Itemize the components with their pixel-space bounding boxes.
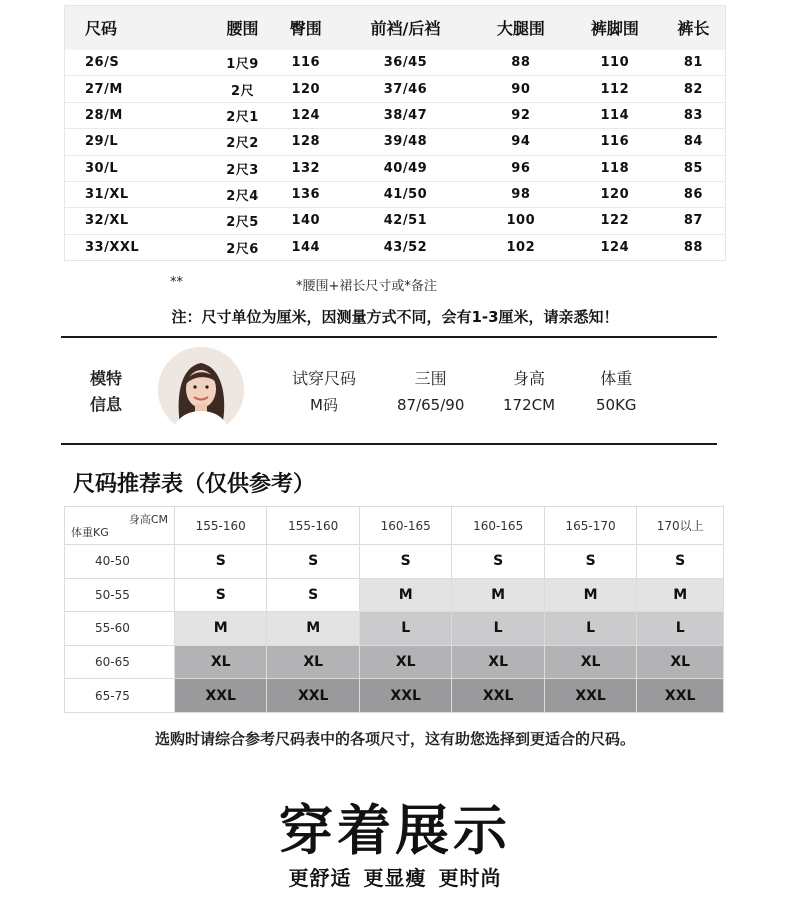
size-chart-cell: 86 [662, 181, 726, 207]
stat-value: 172CM [503, 396, 556, 414]
size-chart-cell: 42/51 [337, 208, 474, 234]
size-chart-cell: 114 [568, 102, 662, 128]
rec-corner-cell [65, 507, 175, 545]
rec-size-cell: XL [452, 645, 544, 679]
measurement-note: 注：尺寸单位为厘米，因测量方式不同，会有1-3厘米，请亲悉知！ [171, 308, 619, 326]
size-chart-cell: 118 [568, 155, 662, 181]
stat-value: M码 [310, 396, 338, 414]
size-chart-row [65, 129, 726, 155]
rec-row [65, 645, 724, 679]
rec-size-cell: M [544, 578, 636, 612]
size-chart-cell: 100 [474, 208, 568, 234]
size-chart-cell: 81 [662, 50, 726, 76]
rec-size-cell: XL [175, 645, 267, 679]
size-chart-cell: 37/46 [337, 76, 474, 102]
size-chart-cell: 38/47 [337, 102, 474, 128]
size-chart-cell: 110 [568, 50, 662, 76]
size-chart-cell: 2尺 [211, 76, 275, 102]
size-chart-cell: 92 [474, 102, 568, 128]
stat-value: 50KG [596, 396, 637, 414]
rec-size-cell: L [452, 612, 544, 646]
stat-label: 三围 [414, 369, 447, 388]
rec-header-row [65, 507, 724, 545]
size-chart-cell: 33/XXL [85, 239, 140, 255]
size-recommendation-table [64, 506, 724, 713]
model-avatar [158, 347, 244, 433]
size-chart-cell: 30/L [65, 155, 211, 181]
rec-size-cell: XL [544, 645, 636, 679]
size-chart-header: 尺码 [65, 6, 211, 50]
size-chart-cell: 2尺3 [211, 155, 275, 181]
showcase-subtitle: 更舒适 更显瘦 更时尚 [288, 866, 502, 890]
size-chart-cell: 31/XL [65, 181, 211, 207]
size-chart-header-row [65, 6, 726, 50]
size-chart-cell: 112 [568, 76, 662, 102]
size-chart-row [65, 102, 726, 128]
size-chart-cell: 132 [274, 155, 337, 181]
size-chart-cell: 84 [662, 129, 726, 155]
size-chart-cell: 27/M [65, 76, 211, 102]
rec-size-cell: L [359, 612, 451, 646]
rec-height-header: 165-170 [544, 507, 636, 545]
rec-size-cell: L [544, 612, 636, 646]
rec-size-cell: S [175, 545, 267, 579]
rec-size-cell: XL [267, 645, 359, 679]
size-chart-header: 臀围 [274, 6, 337, 50]
rec-height-header: 160-165 [452, 507, 544, 545]
rec-size-cell: S [267, 545, 359, 579]
size-chart-row [65, 208, 726, 234]
size-chart-cell: 144 [291, 239, 321, 255]
size-chart-cell: 32/XL [65, 208, 211, 234]
size-chart-cell: 36/45 [337, 50, 474, 76]
size-chart-header: 裤长 [662, 6, 726, 50]
rec-size-cell: S [267, 578, 359, 612]
rec-size-cell: XXL [359, 679, 451, 713]
size-chart-cell: 94 [474, 129, 568, 155]
model-stat-weight [596, 366, 637, 418]
rec-row [65, 545, 724, 579]
rec-weight-label: 50-55 [65, 578, 175, 612]
divider [61, 336, 717, 338]
stat-label: 体重 [600, 369, 633, 388]
rec-height-header: 155-160 [175, 507, 267, 545]
size-chart-cell: 102 [506, 239, 536, 255]
size-chart-cell: 2尺6 [226, 241, 259, 257]
rec-size-cell: S [359, 545, 451, 579]
size-chart-header: 前裆/后裆 [337, 6, 474, 50]
rec-row [65, 679, 724, 713]
note-star: ** [170, 275, 183, 290]
rec-row [65, 578, 724, 612]
showcase-title: 穿着展示 [279, 799, 511, 862]
size-chart-cell: 26/S [65, 50, 211, 76]
rec-height-header: 170以上 [637, 507, 724, 545]
rec-size-cell: S [544, 545, 636, 579]
size-chart-cell: 90 [474, 76, 568, 102]
size-chart-row [65, 76, 726, 102]
model-stat-fit-size [292, 366, 356, 418]
rec-size-cell: S [175, 578, 267, 612]
recommendation-title: 尺码推荐表（仅供参考） [73, 472, 316, 497]
rec-height-header: 160-165 [359, 507, 451, 545]
stat-label: 试穿尺码 [292, 369, 357, 388]
size-chart-cell: 83 [662, 102, 726, 128]
size-chart-cell: 140 [274, 208, 337, 234]
rec-weight-label: 65-75 [65, 679, 175, 713]
size-chart-cell: 88 [683, 239, 703, 255]
size-chart-cell: 1尺9 [211, 50, 275, 76]
rec-size-cell: M [267, 612, 359, 646]
size-chart-row [65, 50, 726, 76]
rec-size-cell: M [452, 578, 544, 612]
size-chart-cell: 2尺2 [211, 129, 275, 155]
rec-size-cell: S [452, 545, 544, 579]
divider [61, 443, 717, 445]
size-chart-row [65, 155, 726, 181]
rec-size-cell: L [637, 612, 724, 646]
size-chart-header: 大腿围 [474, 6, 568, 50]
model-label-line: 信息 [90, 395, 123, 414]
size-chart-header: 裤脚围 [568, 6, 662, 50]
size-chart-cell: 82 [662, 76, 726, 102]
size-chart-cell: 96 [474, 155, 568, 181]
stat-value: 87/65/90 [397, 396, 465, 414]
rec-corner-height-label: 身高CM [128, 513, 168, 526]
size-chart-cell: 122 [568, 208, 662, 234]
size-chart-cell: 116 [274, 50, 337, 76]
rec-height-header: 155-160 [267, 507, 359, 545]
rec-size-cell: XXL [544, 679, 636, 713]
rec-size-cell: XXL [267, 679, 359, 713]
rec-size-cell: XXL [175, 679, 267, 713]
size-chart-cell: 124 [600, 239, 630, 255]
selection-advice: 选购时请综合参考尺码表中的各项尺寸，这有助您选择到更适合的尺码。 [154, 730, 635, 748]
size-chart-cell: 85 [662, 155, 726, 181]
size-chart-cell: 98 [474, 181, 568, 207]
rec-weight-label: 60-65 [65, 645, 175, 679]
size-chart-cell: 128 [274, 129, 337, 155]
rec-size-cell: XL [637, 645, 724, 679]
size-chart-cell: 40/49 [337, 155, 474, 181]
size-chart-cell: 2尺5 [211, 208, 275, 234]
model-label-line: 模特 [90, 369, 123, 388]
size-chart-cell: 39/48 [337, 129, 474, 155]
size-chart-cell: 87 [662, 208, 726, 234]
model-stat-height [503, 366, 555, 418]
rec-size-cell: XL [359, 645, 451, 679]
rec-size-cell: M [175, 612, 267, 646]
size-chart-cell: 88 [474, 50, 568, 76]
size-chart-table [64, 5, 726, 261]
size-chart-cell: 2尺4 [211, 181, 275, 207]
rec-row [65, 612, 724, 646]
size-chart-cell: 29/L [65, 129, 211, 155]
size-chart-cell: 41/50 [337, 181, 474, 207]
size-chart-cell: 43/52 [383, 239, 428, 255]
rec-size-cell: XXL [637, 679, 724, 713]
size-chart-cell: 28/M [65, 102, 211, 128]
model-stat-measurements [397, 366, 464, 418]
rec-weight-label: 55-60 [65, 612, 175, 646]
rec-corner-weight-label: 体重KG [71, 526, 109, 539]
size-chart-cell: 116 [568, 129, 662, 155]
size-chart-cell: 136 [274, 181, 337, 207]
rec-size-cell: M [637, 578, 724, 612]
size-chart-header: 腰围 [211, 6, 275, 50]
size-chart-cell: 120 [568, 181, 662, 207]
rec-size-cell: S [637, 545, 724, 579]
stat-label: 身高 [513, 369, 546, 388]
size-chart-cell: 120 [274, 76, 337, 102]
note-remark: *腰围+裙长尺寸或*备注 [296, 279, 437, 294]
size-chart-row [65, 181, 726, 207]
size-chart-cell: 2尺1 [211, 102, 275, 128]
rec-weight-label: 40-50 [65, 545, 175, 579]
size-chart-cell: 124 [274, 102, 337, 128]
rec-size-cell: M [359, 578, 451, 612]
model-info-label [90, 366, 122, 418]
rec-size-cell: XXL [452, 679, 544, 713]
size-chart-row [65, 234, 726, 260]
